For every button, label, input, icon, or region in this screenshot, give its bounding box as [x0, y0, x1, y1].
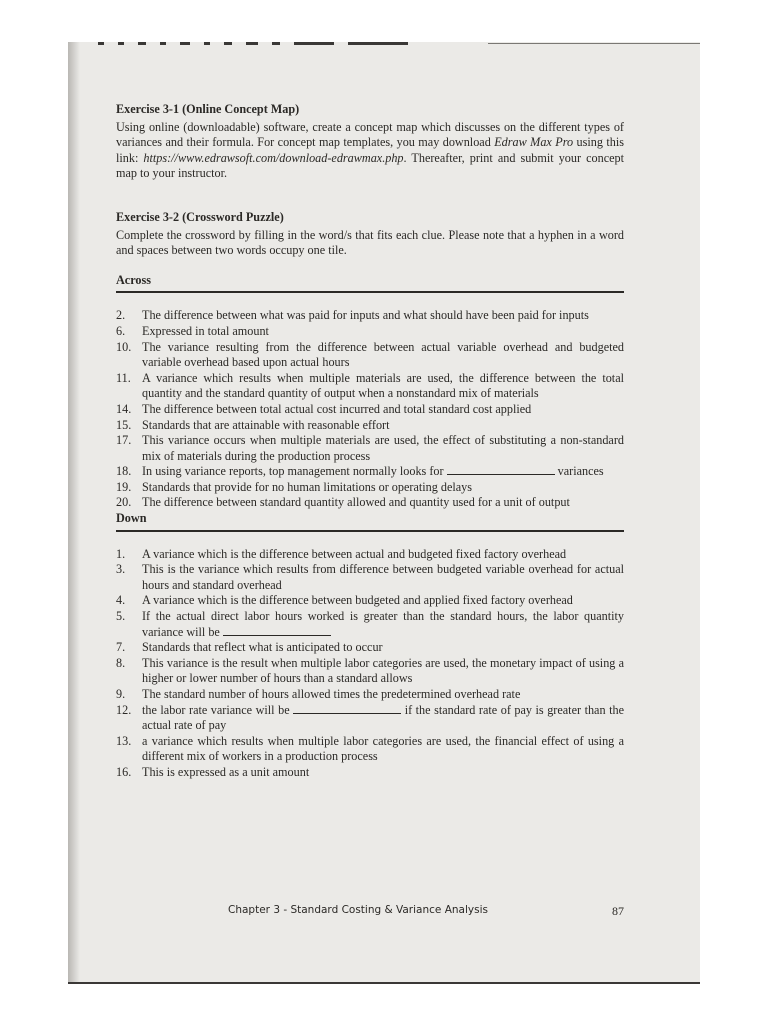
across-clue	[116, 495, 624, 511]
exercise-3-2-title: Exercise 3-2 (Crossword Puzzle)	[116, 209, 284, 224]
clue-text	[142, 703, 624, 734]
clue-number: 16.	[116, 764, 132, 779]
clue-text-before: If the actual direct labor hours worked is greater than the standard hours, the labor quantity variance will be	[142, 609, 624, 639]
clue-number: 11.	[116, 370, 131, 385]
down-clue	[116, 593, 624, 609]
chapter-title: Chapter 3 - Standard Costing & Variance Analysis	[228, 904, 488, 916]
exercise-3-1-title: Exercise 3-1 (Online Concept Map)	[116, 102, 300, 116]
document-page	[68, 42, 700, 984]
down-clue	[116, 609, 624, 640]
exercise-3-1-text	[116, 120, 624, 182]
clue-number: 6.	[116, 323, 126, 338]
clue-text-before: the labor rate variance will be	[142, 702, 294, 717]
clue-number: 20.	[116, 495, 132, 510]
download-link[interactable]: https://www.edrawsoft.com/download-edrawmax.php	[143, 150, 404, 165]
clue-text: This variance occurs when multiple materials are used, the effect of substituting a non-standard mix of materials during the production process	[142, 433, 624, 463]
exercise-3-1-text-before: Using online (downloadable) software, create a concept map which discusses on the different types of variances and their formula. For concept map templates, you may download	[116, 119, 624, 150]
clue-text: A variance which is the difference between actual and budgeted fixed factory overhead	[142, 546, 567, 561]
exercise-3-1-text-mid: using this link:	[116, 135, 624, 165]
clue-text: A variance which results when multiple materials are used, the difference between the total quantity and the standard quantity of output when a nonstandard mix of materials	[142, 370, 624, 401]
clue-number: 19.	[116, 479, 132, 494]
clue-text: Standards that reflect what is anticipated to occur	[142, 640, 383, 655]
page-footer	[228, 904, 624, 919]
page-edge-shadow	[68, 42, 80, 982]
clue-number: 9.	[116, 687, 126, 701]
clue-text: The difference between standard quantity allowed and quantity used for a unit of output	[142, 495, 570, 510]
exercise-3-2	[116, 210, 624, 259]
exercise-3-1	[116, 102, 624, 182]
across-clue	[116, 464, 624, 480]
down-clue	[116, 703, 624, 734]
clue-text-after: if the standard rate of pay is greater than the actual rate of pay	[142, 702, 624, 733]
across-clue-list	[116, 308, 624, 511]
across-clue	[116, 402, 624, 418]
down-clue	[116, 656, 624, 687]
across-clue	[116, 308, 624, 324]
clue-text: Standards that are attainable with reasonable effort	[142, 417, 390, 432]
clue-number: 1.	[116, 546, 126, 561]
across-clue	[116, 371, 624, 402]
exercise-3-2-instructions: Complete the crossword by filling in the word/s that fits each clue. Please note that a hyphen in a word and spaces between two words occupy one tile.	[116, 227, 624, 258]
clue-number: 4.	[116, 593, 126, 608]
clue-number: 14.	[116, 401, 132, 416]
clue-number: 7.	[116, 640, 126, 655]
across-clue	[116, 433, 624, 464]
clue-number: 10.	[116, 339, 132, 354]
clue-number: 18.	[116, 464, 132, 479]
across-heading: Across	[116, 273, 624, 294]
clue-number: 3.	[116, 562, 126, 577]
clue-text: Expressed in total amount	[142, 323, 269, 338]
top-rule	[488, 43, 700, 44]
across-clue	[116, 418, 624, 434]
clue-text	[142, 464, 624, 480]
clue-number: 13.	[116, 733, 132, 748]
down-clue	[116, 640, 624, 656]
clue-number: 2.	[116, 308, 126, 323]
across-clue	[116, 340, 624, 371]
across-clue	[116, 324, 624, 340]
clue-text: A variance which is the difference between budgeted and applied fixed factory overhead	[142, 593, 573, 608]
clue-text-before: In using variance reports, top management normally looks for	[142, 464, 447, 479]
down-clue-list	[116, 547, 624, 781]
down-clue	[116, 687, 624, 703]
across-clue	[116, 480, 624, 496]
answer-blank	[223, 625, 331, 636]
clue-text: This is the variance which results from difference between budgeted variable overhead for actual hours and standard overhead	[142, 562, 624, 592]
exercise-3-1-text-after: . Thereafter, print and submit your concept map to your instructor.	[116, 150, 624, 181]
clue-text: This is expressed as a unit amount	[142, 764, 310, 779]
clue-number: 15.	[116, 417, 132, 432]
clue-number: 8.	[116, 655, 126, 670]
clue-text: The difference between what was paid for inputs and what should have been paid for inputs	[142, 308, 589, 323]
page-number: 87	[612, 904, 624, 918]
clue-text: This variance is the result when multiple labor categories are used, the monetary impact of using a higher or lower number of hours than a standard allows	[142, 655, 624, 686]
down-clue	[116, 547, 624, 563]
page-content	[116, 102, 624, 781]
clue-text	[142, 609, 624, 640]
top-marks	[98, 42, 498, 46]
answer-blank	[447, 464, 555, 475]
clue-text: a variance which results when multiple labor categories are used, the financial effect of using a different mix of workers in a production process	[142, 733, 624, 764]
clue-text: Standards that provide for no human limitations or operating delays	[142, 479, 473, 494]
clue-text: The variance resulting from the difference between actual variable overhead and budgeted variable overhead based upon actual hours	[142, 339, 624, 370]
down-clue	[116, 765, 624, 781]
clue-number: 5.	[116, 609, 126, 624]
clue-number: 12.	[116, 702, 132, 717]
down-heading: Down	[116, 511, 624, 532]
clue-text: The standard number of hours allowed times the predetermined overhead rate	[142, 687, 521, 701]
clue-number: 17.	[116, 433, 132, 448]
software-name: Edraw Max Pro	[494, 135, 574, 150]
answer-blank	[293, 703, 401, 714]
down-clue	[116, 562, 624, 593]
clue-text: The difference between total actual cost incurred and total standard cost applied	[142, 401, 532, 416]
clue-text-after: variances	[554, 464, 604, 479]
down-clue	[116, 734, 624, 765]
